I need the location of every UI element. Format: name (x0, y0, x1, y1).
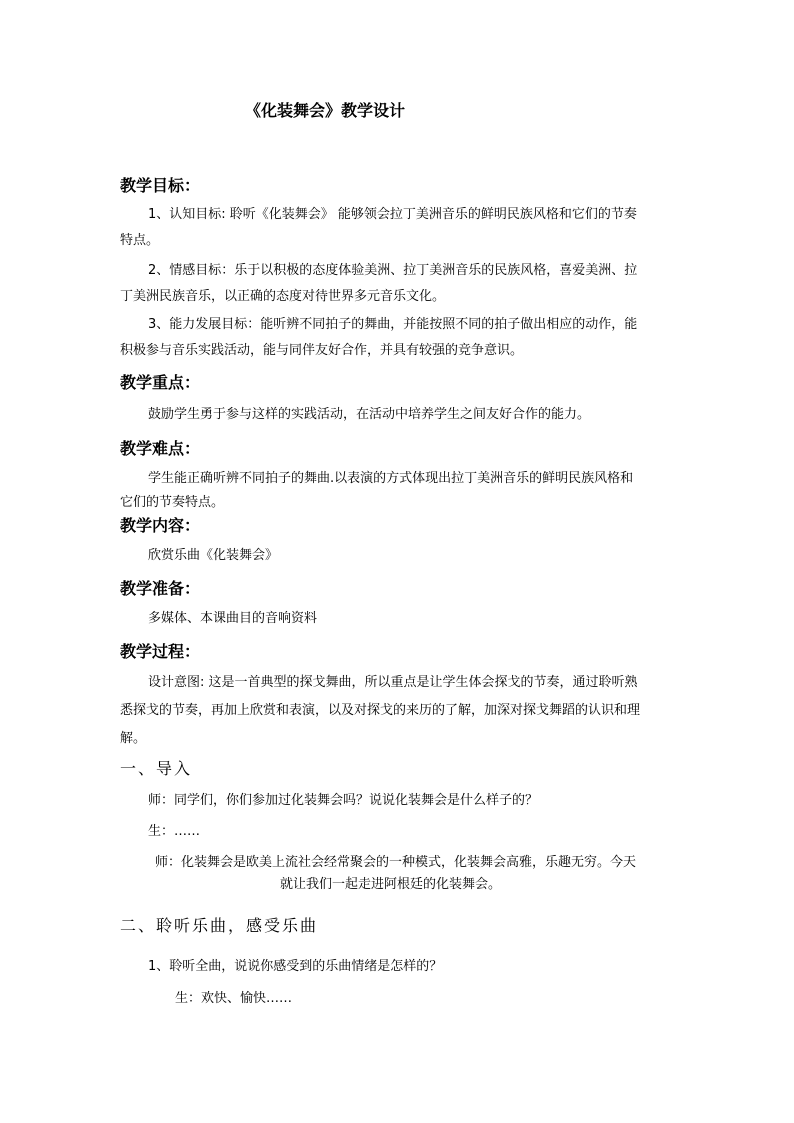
preparation-heading: 教学准备： (120, 579, 201, 598)
preparation-text: 多媒体、本课曲目的音响资料 (148, 611, 318, 626)
section1-teacher1: 师：同学们，你们参加过化装舞会吗？说说化装舞会是什么样子的？ (148, 793, 539, 808)
content-text: 欣赏乐曲《化装舞会》 (148, 548, 279, 563)
process-line2: 悉探戈的节奏，再加上欣赏和表演，以及对探戈的来历的了解，加深对探戈舞蹈的认识和理 (120, 703, 641, 718)
section1-student1: 生：…… (148, 824, 201, 839)
key-points-heading: 教学重点： (120, 373, 201, 392)
difficulties-line1: 学生能正确听辨不同拍子的舞曲.以表演的方式体现出拉丁美洲音乐的鲜明民族风格和 (148, 471, 634, 486)
document-title: 《化装舞会》教学设计 (245, 101, 406, 120)
objective-3-line2: 积极参与音乐实践活动，能与同伴友好合作，并具有较强的竞争意识。 (120, 343, 524, 358)
objective-2-line2: 丁美洲民族音乐，以正确的态度对待世界多元音乐文化。 (120, 289, 446, 304)
process-line3: 解。 (120, 731, 147, 746)
objective-1-line1: 1、认知目标: 聆听《化装舞会》 能够领会拉丁美洲音乐的鲜明民族风格和它们的节奏 (148, 207, 637, 222)
key-points-text: 鼓励学生勇于参与这样的实践活动，在活动中培养学生之间友好合作的能力。 (148, 407, 591, 422)
section1-teacher2-line1: 师：化装舞会是欧美上流社会经常聚会的一种模式，化装舞会高雅，乐趣无穷。今天 (155, 855, 637, 870)
objective-3-line1: 3、能力发展目标：能听辨不同拍子的舞曲，并能按照不同的拍子做出相应的动作，能 (148, 317, 638, 332)
process-line1: 设计意图: 这是一首典型的探戈舞曲，所以重点是让学生体会探戈的节奏，通过聆听熟 (148, 675, 638, 690)
section2-heading: 二、聆听乐曲，感受乐曲 (120, 916, 319, 935)
difficulties-heading: 教学难点： (120, 439, 201, 458)
content-heading: 教学内容： (120, 516, 201, 535)
difficulties-line2: 它们的节奏特点。 (120, 495, 225, 510)
section2-question1: 1、聆听全曲，说说你感受到的乐曲情绪是怎样的？ (148, 959, 443, 974)
section1-teacher2-line2: 就让我们一起走进阿根廷的化装舞会。 (280, 877, 502, 892)
objective-2-line1: 2、情感目标：乐于以积极的态度体验美洲、拉丁美洲音乐的民族风格，喜爱美洲、拉 (148, 263, 638, 278)
objectives-heading: 教学目标： (120, 176, 201, 195)
section1-heading: 一、导入 (120, 759, 193, 778)
process-heading: 教学过程： (120, 642, 201, 661)
section2-answer1: 生：欢快、愉快…… (175, 991, 293, 1006)
objective-1-line2: 特点。 (120, 233, 160, 248)
